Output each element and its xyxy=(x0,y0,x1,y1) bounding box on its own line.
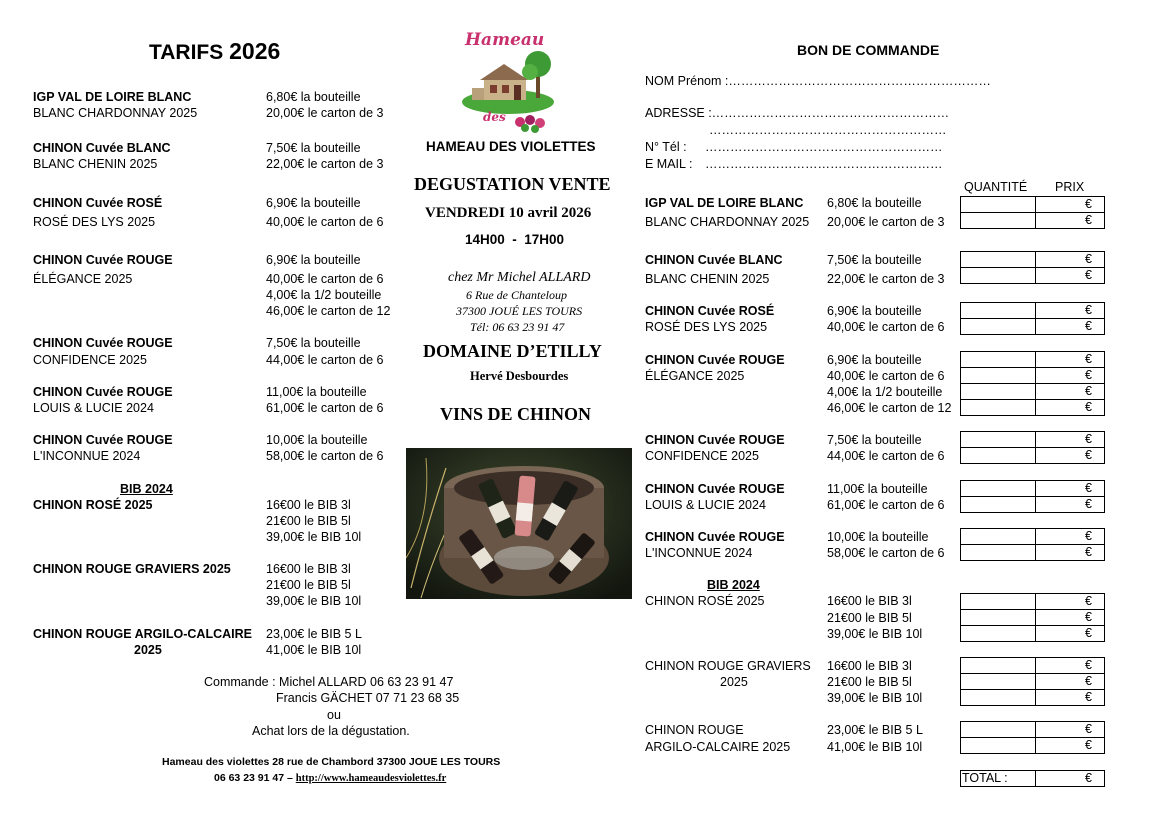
order-bib-name-year: 2025 xyxy=(720,675,748,689)
center-degustation: DEGUSTATION VENTE xyxy=(414,174,611,194)
tarif-price: 7,50€ la bouteille xyxy=(266,336,361,350)
euro-sign: € xyxy=(1085,432,1092,446)
quantity-cell[interactable] xyxy=(960,593,1036,610)
tarif-price: 6,80€ la bouteille xyxy=(266,90,361,104)
order-bib-price: 39,00€ le BIB 10l xyxy=(827,691,923,705)
quantity-cell[interactable] xyxy=(960,251,1036,268)
euro-sign: € xyxy=(1085,674,1092,688)
quantity-cell[interactable] xyxy=(960,267,1036,284)
center-chez: chez Mr Michel ALLARD xyxy=(448,270,591,285)
quantity-cell[interactable] xyxy=(960,367,1036,384)
footer-contact xyxy=(214,772,446,784)
order-bib-price: 23,00€ le BIB 5 L xyxy=(827,723,923,737)
quantity-cell[interactable] xyxy=(960,625,1036,642)
order-price: 40,00€ le carton de 6 xyxy=(827,320,945,334)
price-cell[interactable] xyxy=(1035,196,1105,213)
order-price: 6,80€ la bouteille xyxy=(827,196,922,210)
order-name: CHINON Cuvée ROUGE xyxy=(645,530,785,544)
order-sub: L'INCONNUE 2024 xyxy=(645,546,753,560)
euro-sign: € xyxy=(1085,384,1092,398)
price-cell[interactable] xyxy=(1035,689,1105,706)
logo-text-top: Hameau xyxy=(465,30,545,50)
order-sub: CONFIDENCE 2025 xyxy=(645,449,759,463)
commande-line: Francis GÄCHET 07 71 23 68 35 xyxy=(276,691,460,705)
price-cell[interactable] xyxy=(1035,609,1105,626)
bon-tel-field[interactable]: ………………………………………………… xyxy=(705,140,943,154)
order-price: 6,90€ la bouteille xyxy=(827,304,922,318)
col-prix: PRIX xyxy=(1055,180,1085,194)
tarif-price: 40,00€ le carton de 6 xyxy=(266,272,384,286)
order-price: 7,50€ la bouteille xyxy=(827,433,922,447)
tarif-sub: BLANC CHARDONNAY 2025 xyxy=(33,106,198,120)
tarif-price: 11,00€ la bouteille xyxy=(266,385,367,399)
price-cell[interactable] xyxy=(1035,302,1105,319)
order-bib-name2: ARGILO-CALCAIRE 2025 xyxy=(645,740,791,754)
order-bib-price: 16€00 le BIB 3l xyxy=(827,659,912,673)
bon-email-label: E MAIL : xyxy=(645,157,693,171)
order-name: CHINON Cuvée ROUGE xyxy=(645,482,785,496)
euro-sign: € xyxy=(1085,252,1092,266)
wine-bucket-image xyxy=(406,448,632,599)
order-sub: ROSÉ DES LYS 2025 xyxy=(645,320,768,334)
euro-sign: € xyxy=(1085,738,1092,752)
bib-name-year: 2025 xyxy=(134,643,162,657)
tarif-sub: ÉLÉGANCE 2025 xyxy=(33,272,133,286)
col-quantite: QUANTITÉ xyxy=(964,180,1028,194)
order-bib-price: 21€00 le BIB 5l xyxy=(827,675,912,689)
quantity-cell[interactable] xyxy=(960,496,1036,513)
price-cell[interactable] xyxy=(1035,480,1105,497)
bib-name: CHINON ROSÉ 2025 xyxy=(33,498,153,512)
bib-price: 16€00 le BIB 3l xyxy=(266,498,351,512)
tarif-sub: ROSÉ DES LYS 2025 xyxy=(33,215,156,229)
quantity-cell[interactable] xyxy=(960,399,1036,416)
wine-bottles-photo xyxy=(406,448,632,599)
order-name: CHINON Cuvée BLANC xyxy=(645,253,783,267)
quantity-cell[interactable] xyxy=(960,544,1036,561)
order-bib-name: CHINON ROUGE xyxy=(645,723,744,737)
center-vins: VINS DE CHINON xyxy=(440,404,592,424)
euro-sign: € xyxy=(1085,481,1092,495)
footer-address: Hameau des violettes 28 rue de Chambord 37300 JOUE LES TOURS xyxy=(162,756,501,768)
tarif-name: CHINON Cuvée ROUGE xyxy=(33,385,173,399)
quantity-cell[interactable] xyxy=(960,737,1036,754)
tarifs-title xyxy=(149,38,280,65)
commande-ou: ou xyxy=(327,708,341,722)
bib-price: 41,00€ le BIB 10l xyxy=(266,643,362,657)
price-cell[interactable] xyxy=(1035,721,1105,738)
order-bib-header: BIB 2024 xyxy=(707,578,760,592)
order-name: CHINON Cuvée ROUGE xyxy=(645,353,785,367)
commande-line: Commande : Michel ALLARD 06 63 23 91 47 xyxy=(204,675,454,689)
euro-sign: € xyxy=(1085,529,1092,543)
order-price: 58,00€ le carton de 6 xyxy=(827,546,945,560)
euro-sign: € xyxy=(1085,594,1092,608)
tarif-sub: CONFIDENCE 2025 xyxy=(33,353,147,367)
order-price: 40,00€ le carton de 6 xyxy=(827,369,945,383)
total-price-cell[interactable] xyxy=(1035,770,1105,787)
tarif-price: 61,00€ le carton de 6 xyxy=(266,401,384,415)
footer-url[interactable]: http://www.hameaudesviolettes.fr xyxy=(295,773,447,784)
bib-price: 21€00 le BIB 5l xyxy=(266,514,351,528)
center-date: VENDREDI 10 avril 2026 xyxy=(425,205,592,221)
euro-sign: € xyxy=(1085,368,1092,382)
tarif-name: CHINON Cuvée ROUGE xyxy=(33,253,173,267)
euro-sign: € xyxy=(1085,610,1092,624)
tarif-price: 22,00€ le carton de 3 xyxy=(266,157,384,171)
order-price: 10,00€ la bouteille xyxy=(827,530,929,544)
bon-adresse-line2[interactable]: ………………………………………………… xyxy=(709,123,947,137)
order-price: 22,00€ le carton de 3 xyxy=(827,272,945,286)
bib-price: 39,00€ le BIB 10l xyxy=(266,594,362,608)
order-name: CHINON Cuvée ROSÉ xyxy=(645,304,775,318)
total-euro: € xyxy=(1085,771,1092,785)
tarifs-title-year: 2026 xyxy=(229,38,281,64)
total-label: TOTAL : xyxy=(962,771,1008,785)
order-sub: BLANC CHENIN 2025 xyxy=(645,272,770,286)
order-price: 4,00€ la 1/2 bouteille xyxy=(827,385,943,399)
euro-sign: € xyxy=(1085,268,1092,282)
footer-phone: 06 63 23 91 47 – xyxy=(214,772,293,784)
euro-sign: € xyxy=(1085,352,1092,366)
tarif-price: 6,90€ la bouteille xyxy=(266,253,361,267)
tarif-name: CHINON Cuvée BLANC xyxy=(33,141,171,155)
euro-sign: € xyxy=(1085,690,1092,704)
bib-header: BIB 2024 xyxy=(120,482,173,496)
price-cell[interactable] xyxy=(1035,431,1105,448)
euro-sign: € xyxy=(1085,303,1092,317)
bon-nom-field[interactable]: NOM Prénom :……………………………………………………… xyxy=(645,74,991,88)
tarif-price: 6,90€ la bouteille xyxy=(266,196,361,210)
tarif-sub: LOUIS & LUCIE 2024 xyxy=(33,401,154,415)
order-price: 7,50€ la bouteille xyxy=(827,253,922,267)
quantity-cell[interactable] xyxy=(960,302,1036,319)
euro-sign: € xyxy=(1085,319,1092,333)
price-cell[interactable] xyxy=(1035,496,1105,513)
quantity-cell[interactable] xyxy=(960,657,1036,674)
price-cell[interactable] xyxy=(1035,351,1105,368)
order-bib-price: 41,00€ le BIB 10l xyxy=(827,740,923,754)
bib-price: 21€00 le BIB 5l xyxy=(266,578,351,592)
order-bib-price: 16€00 le BIB 3l xyxy=(827,594,912,608)
price-cell[interactable] xyxy=(1035,318,1105,335)
price-cell[interactable] xyxy=(1035,212,1105,229)
tarif-name: IGP VAL DE LOIRE BLANC xyxy=(33,90,192,104)
tarif-sub: L'INCONNUE 2024 xyxy=(33,449,141,463)
center-addr1: 6 Rue de Chanteloup xyxy=(466,288,567,302)
center-tel: Tél: 06 63 23 91 47 xyxy=(470,320,565,334)
tarif-name: CHINON Cuvée ROSÉ xyxy=(33,196,163,210)
order-price: 46,00€ le carton de 12 xyxy=(827,401,952,415)
price-cell[interactable] xyxy=(1035,251,1105,268)
tarif-price: 46,00€ le carton de 12 xyxy=(266,304,391,318)
tarif-price: 20,00€ le carton de 3 xyxy=(266,106,384,120)
euro-sign: € xyxy=(1085,497,1092,511)
order-name: IGP VAL DE LOIRE BLANC xyxy=(645,196,804,210)
quantity-cell[interactable] xyxy=(960,431,1036,448)
euro-sign: € xyxy=(1085,658,1092,672)
price-cell[interactable] xyxy=(1035,383,1105,400)
price-cell[interactable] xyxy=(1035,399,1105,416)
tarif-name: CHINON Cuvée ROUGE xyxy=(33,336,173,350)
quantity-cell[interactable] xyxy=(960,480,1036,497)
euro-sign: € xyxy=(1085,722,1092,736)
euro-sign: € xyxy=(1085,213,1092,227)
bon-tel-label: N° Tél : xyxy=(645,140,687,154)
order-bib-price: 39,00€ le BIB 10l xyxy=(827,627,923,641)
quantity-cell[interactable] xyxy=(960,383,1036,400)
price-cell[interactable] xyxy=(1035,528,1105,545)
bon-title: BON DE COMMANDE xyxy=(797,42,940,58)
tarifs-title-prefix: TARIFS xyxy=(149,41,224,64)
tarif-sub: BLANC CHENIN 2025 xyxy=(33,157,158,171)
hameau-logo xyxy=(458,30,560,134)
bib-price: 23,00€ le BIB 5 L xyxy=(266,627,362,641)
bon-email-field[interactable]: ………………………………………………… xyxy=(705,157,943,171)
price-cell[interactable] xyxy=(1035,625,1105,642)
order-sub: ÉLÉGANCE 2025 xyxy=(645,369,745,383)
price-cell[interactable] xyxy=(1035,737,1105,754)
tarif-price: 4,00€ la 1/2 bouteille xyxy=(266,288,382,302)
center-hameau: HAMEAU DES VIOLETTES xyxy=(426,139,596,154)
quantity-cell[interactable] xyxy=(960,447,1036,464)
center-domaine: DOMAINE D’ETILLY xyxy=(423,341,602,361)
euro-sign: € xyxy=(1085,400,1092,414)
quantity-cell[interactable] xyxy=(960,196,1036,213)
order-price: 61,00€ le carton de 6 xyxy=(827,498,945,512)
order-bib-name: CHINON ROUGE GRAVIERS xyxy=(645,659,811,673)
price-cell[interactable] xyxy=(1035,267,1105,284)
euro-sign: € xyxy=(1085,545,1092,559)
price-cell[interactable] xyxy=(1035,447,1105,464)
quantity-cell[interactable] xyxy=(960,528,1036,545)
price-cell[interactable] xyxy=(1035,673,1105,690)
price-cell[interactable] xyxy=(1035,544,1105,561)
center-addr2: 37300 JOUÉ LES TOURS xyxy=(456,304,583,318)
commande-achat: Achat lors de la dégustation. xyxy=(252,724,410,738)
price-cell[interactable] xyxy=(1035,657,1105,674)
tarif-price: 44,00€ le carton de 6 xyxy=(266,353,384,367)
order-price: 44,00€ le carton de 6 xyxy=(827,449,945,463)
quantity-cell[interactable] xyxy=(960,212,1036,229)
bib-name: CHINON ROUGE ARGILO-CALCAIRE xyxy=(33,627,252,641)
tarif-name: CHINON Cuvée ROUGE xyxy=(33,433,173,447)
euro-sign: € xyxy=(1085,448,1092,462)
center-hours: 14H00 - 17H00 xyxy=(465,232,565,247)
order-price: 6,90€ la bouteille xyxy=(827,353,922,367)
bib-price: 39,00€ le BIB 10l xyxy=(266,530,362,544)
bib-price: 16€00 le BIB 3l xyxy=(266,562,351,576)
order-bib-name: CHINON ROSÉ 2025 xyxy=(645,594,765,608)
tarif-price: 7,50€ la bouteille xyxy=(266,141,361,155)
tarif-price: 10,00€ la bouteille xyxy=(266,433,368,447)
order-sub: BLANC CHARDONNAY 2025 xyxy=(645,215,810,229)
order-price: 20,00€ le carton de 3 xyxy=(827,215,945,229)
tarif-price: 58,00€ le carton de 6 xyxy=(266,449,384,463)
quantity-cell[interactable] xyxy=(960,689,1036,706)
order-sub: LOUIS & LUCIE 2024 xyxy=(645,498,766,512)
center-herve: Hervé Desbourdes xyxy=(470,369,569,383)
order-name: CHINON Cuvée ROUGE xyxy=(645,433,785,447)
euro-sign: € xyxy=(1085,626,1092,640)
quantity-cell[interactable] xyxy=(960,673,1036,690)
bon-adresse-field[interactable]: ADRESSE :………………………………………………… xyxy=(645,106,950,120)
quantity-cell[interactable] xyxy=(960,609,1036,626)
bib-name: CHINON ROUGE GRAVIERS 2025 xyxy=(33,562,231,576)
price-cell[interactable] xyxy=(1035,593,1105,610)
order-bib-price: 21€00 le BIB 5l xyxy=(827,611,912,625)
order-price: 11,00€ la bouteille xyxy=(827,482,928,496)
euro-sign: € xyxy=(1085,197,1092,211)
tarif-price: 40,00€ le carton de 6 xyxy=(266,215,384,229)
quantity-cell[interactable] xyxy=(960,318,1036,335)
price-cell[interactable] xyxy=(1035,367,1105,384)
quantity-cell[interactable] xyxy=(960,351,1036,368)
logo-text-bottom: des xyxy=(483,110,506,124)
quantity-cell[interactable] xyxy=(960,721,1036,738)
